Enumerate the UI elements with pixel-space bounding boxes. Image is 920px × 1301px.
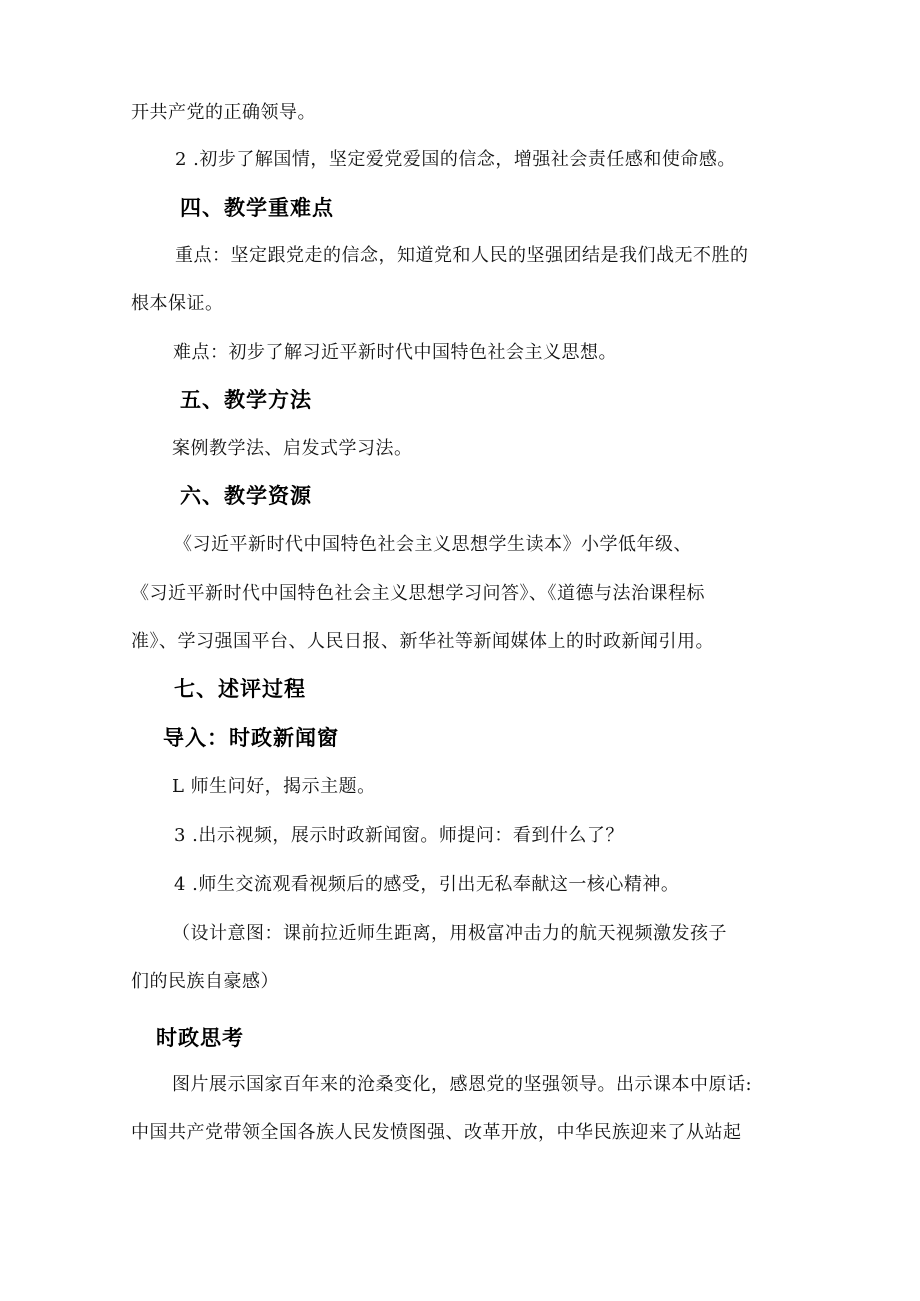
difficulty-point: 难点：初步了解习近平新时代中国特色社会主义思想。 (173, 342, 617, 363)
thinking-line-2: 中国共产党带领全国各族人民发愤图强、改革开放，中华民族迎来了从站起 (131, 1122, 742, 1143)
paragraph-goal-2: 2 .初步了解国情，坚定爱党爱国的信念，增强社会责任感和使命感。 (175, 149, 736, 170)
key-point-line-1: 重点：坚定跟党走的信念，知道党和人民的坚强团结是我们战无不胜的 (175, 245, 749, 266)
thinking-line-1: 图片展示国家百年来的沧桑变化，感恩党的坚强领导。出示课本中原话: (172, 1074, 753, 1095)
key-point-line-2: 根本保证。 (131, 293, 224, 314)
design-intent-line-2: 们的民族自豪感） (131, 971, 279, 992)
heading-intro: 导入：时政新闻窗 (163, 726, 339, 750)
design-intent-line-1: （设计意图：课前拉近师生距离，用极富冲击力的航天视频激发孩子 (172, 923, 727, 944)
heading-section-6: 六、教学资源 (180, 484, 312, 508)
intro-step-4: 4 .师生交流观看视频后的感受，引出无私奉献这一核心精神。 (174, 874, 680, 895)
heading-section-4: 四、教学重难点 (180, 196, 334, 220)
heading-current-affairs-thinking: 时政思考 (156, 1026, 244, 1050)
intro-step-3: 3 .出示视频，展示时政新闻窗。师提问：看到什么了？ (174, 825, 624, 846)
resources-line-3: 准》、学习强国平台、人民日报、新华社等新闻媒体上的时政新闻引用。 (131, 631, 714, 652)
paragraph-intro-tail: 开共产党的正确领导。 (131, 102, 316, 123)
heading-section-7: 七、述评过程 (174, 677, 306, 701)
resources-line-2: 《习近平新时代中国特色社会主义思想学习问答》、《道德与法治课程标 (131, 583, 705, 604)
intro-step-1: L 师生问好，揭示主题。 (172, 776, 376, 797)
teaching-methods: 案例教学法、启发式学习法。 (172, 438, 413, 459)
resources-line-1: 《习近平新时代中国特色社会主义思想学生读本》小学低年级、 (174, 534, 692, 555)
heading-section-5: 五、教学方法 (180, 388, 312, 412)
